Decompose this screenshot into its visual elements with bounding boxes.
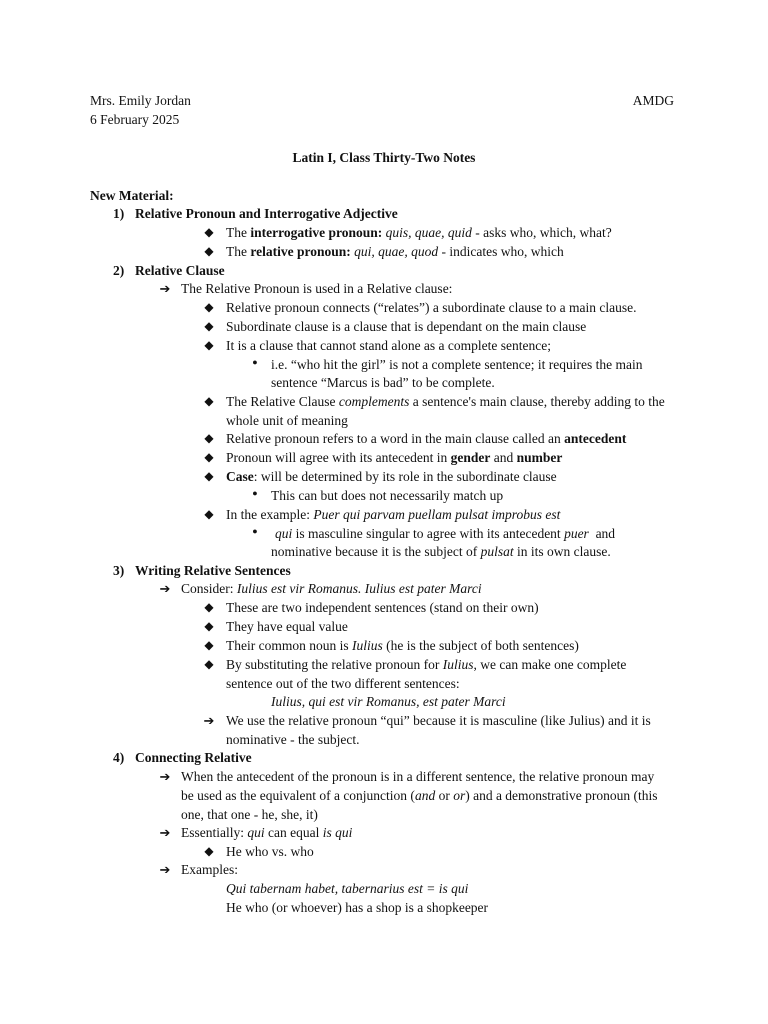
text: be used as the equivalent of a conjunction ( <box>181 788 415 803</box>
arrow-bullet-icon: ➔ <box>159 825 171 840</box>
dot-bullet-icon: ● <box>252 488 258 498</box>
diamond-bullet-icon: ◆ <box>204 619 214 633</box>
term: antecedent <box>564 431 627 446</box>
section-heading: Writing Relative Sentences <box>135 563 291 578</box>
diamond-bullet-icon: ◆ <box>204 638 214 652</box>
latin-word: Iulius <box>442 657 474 672</box>
list-item <box>181 580 482 598</box>
list-item: When the antecedent of the pronoun is in a different sentence, the relative pronoun may <box>181 769 655 784</box>
latin-example: Puer qui parvam puellam pulsat improbus est <box>313 507 561 522</box>
list-item <box>226 243 564 261</box>
list-item: The Relative Pronoun is used in a Relative clause: <box>181 281 453 296</box>
page-title: Latin I, Class Thirty-Two Notes <box>292 150 476 165</box>
list-item <box>226 637 579 655</box>
text: The <box>226 244 251 259</box>
diamond-bullet-icon: ◆ <box>204 600 214 614</box>
list-item: It is a clause that cannot stand alone as a complete sentence; <box>226 338 551 353</box>
latin-word: is qui <box>322 825 353 840</box>
diamond-bullet-icon: ◆ <box>204 507 214 521</box>
list-item <box>226 449 562 467</box>
emphasis: complements <box>338 394 410 409</box>
list-item <box>226 506 560 524</box>
list-item: We use the relative pronoun “qui” because it is masculine (like Julius) and it is <box>226 713 651 728</box>
list-item-continuation: one, that one - he, she, it) <box>181 807 318 822</box>
text: in its own clause. <box>513 544 611 559</box>
section-number: 1) <box>113 206 125 221</box>
text: The Relative Clause <box>226 394 339 409</box>
date: 6 February 2025 <box>90 112 180 127</box>
list-item <box>226 430 626 448</box>
dot-bullet-icon: ● <box>252 526 258 536</box>
term: number <box>516 450 563 465</box>
text: The <box>226 225 251 240</box>
latin-word: qui <box>275 526 293 541</box>
list-item <box>226 656 626 674</box>
latin-word: puer <box>564 526 589 541</box>
arrow-bullet-icon: ➔ <box>159 862 171 877</box>
diamond-bullet-icon: ◆ <box>204 244 214 258</box>
text: a sentence's main clause, thereby adding to the <box>409 394 665 409</box>
list-item: These are two independent sentences (stand on their own) <box>226 600 539 615</box>
latin-example: Iulius est vir Romanus. Iulius est pater Marci <box>236 581 482 596</box>
list-item: Subordinate clause is a clause that is dependant on the main clause <box>226 319 587 334</box>
list-item: They have equal value <box>226 619 348 634</box>
list-item <box>226 224 612 242</box>
new-material-label: New Material: <box>90 188 174 203</box>
latin-example: Qui tabernam habet, tabernarius est = is qui <box>226 881 469 896</box>
diamond-bullet-icon: ◆ <box>204 300 214 314</box>
list-item-continuation: sentence “Marcus is bad” to be complete. <box>271 375 495 390</box>
diamond-bullet-icon: ◆ <box>204 338 214 352</box>
diamond-bullet-icon: ◆ <box>204 469 214 483</box>
list-item <box>226 393 665 411</box>
list-item <box>226 468 557 486</box>
list-item-continuation: whole unit of meaning <box>226 413 348 428</box>
arrow-bullet-icon: ➔ <box>159 769 171 784</box>
term: gender <box>450 450 491 465</box>
emphasis: and <box>414 788 436 803</box>
section-number: 4) <box>113 750 125 765</box>
list-item: He who vs. who <box>226 844 314 859</box>
section-number: 2) <box>113 263 125 278</box>
text: Consider: <box>181 581 237 596</box>
diamond-bullet-icon: ◆ <box>204 394 214 408</box>
emphasis: or <box>453 788 466 803</box>
diamond-bullet-icon: ◆ <box>204 431 214 445</box>
teacher-name: Mrs. Emily Jordan <box>90 93 191 108</box>
text: is masculine singular to agree with its antecedent <box>292 526 565 541</box>
text: , we can make one complete <box>473 657 627 672</box>
text: ) and a demonstrative pronoun (this <box>465 788 658 803</box>
list-item <box>275 525 615 543</box>
latin-forms: quis, quae, quid <box>382 225 472 240</box>
text: Essentially: <box>181 825 248 840</box>
latin-word: pulsat <box>480 544 514 559</box>
latin-word: Iulius <box>351 638 383 653</box>
list-item-continuation <box>271 543 611 561</box>
list-item: Relative pronoun connects (“relates”) a subordinate clause to a main clause. <box>226 300 637 315</box>
section-number: 3) <box>113 563 125 578</box>
diamond-bullet-icon: ◆ <box>204 450 214 464</box>
latin-forms: qui, quae, quod <box>350 244 439 259</box>
section-heading: Connecting Relative <box>135 750 252 765</box>
list-item-continuation: sentence out of the two different sentences: <box>226 676 460 691</box>
list-item-continuation <box>181 787 658 805</box>
term: Case <box>226 469 254 484</box>
text: - indicates who, which <box>438 244 564 259</box>
latin-example: Iulius, qui est vir Romanus, est pater Marci <box>271 694 506 709</box>
text: or <box>435 788 454 803</box>
term: relative pronoun: <box>250 244 351 259</box>
arrow-bullet-icon: ➔ <box>159 281 171 296</box>
text: Relative pronoun refers to a word in the main clause called an <box>226 431 565 446</box>
motto: AMDG <box>632 93 674 108</box>
arrow-bullet-icon: ➔ <box>203 713 215 728</box>
list-item: Examples: <box>181 862 238 877</box>
dot-bullet-icon: ● <box>252 357 258 367</box>
text: nominative because it is the subject of <box>271 544 481 559</box>
text: (he is the subject of both sentences) <box>382 638 579 653</box>
diamond-bullet-icon: ◆ <box>204 225 214 239</box>
text: - asks who, which, what? <box>471 225 612 240</box>
text: can equal <box>264 825 323 840</box>
diamond-bullet-icon: ◆ <box>204 844 214 858</box>
text: : will be determined by its role in the subordinate clause <box>253 469 557 484</box>
term: interrogative pronoun: <box>250 225 383 240</box>
list-item <box>181 824 352 842</box>
diamond-bullet-icon: ◆ <box>204 657 214 671</box>
text: Their common noun is <box>226 638 352 653</box>
diamond-bullet-icon: ◆ <box>204 319 214 333</box>
section-heading: Relative Pronoun and Interrogative Adjective <box>135 206 398 221</box>
arrow-bullet-icon: ➔ <box>159 581 171 596</box>
list-item-continuation: nominative - the subject. <box>226 732 360 747</box>
section-heading: Relative Clause <box>135 263 225 278</box>
text: and <box>490 450 517 465</box>
text: and <box>588 526 616 541</box>
english-translation: He who (or whoever) has a shop is a shopkeeper <box>226 900 489 915</box>
text: In the example: <box>226 507 314 522</box>
text: By substituting the relative pronoun for <box>226 657 443 672</box>
list-item: i.e. “who hit the girl” is not a complete sentence; it requires the main <box>271 357 643 372</box>
latin-word: qui <box>247 825 265 840</box>
list-item: This can but does not necessarily match up <box>271 488 504 503</box>
text: Pronoun will agree with its antecedent in <box>226 450 451 465</box>
